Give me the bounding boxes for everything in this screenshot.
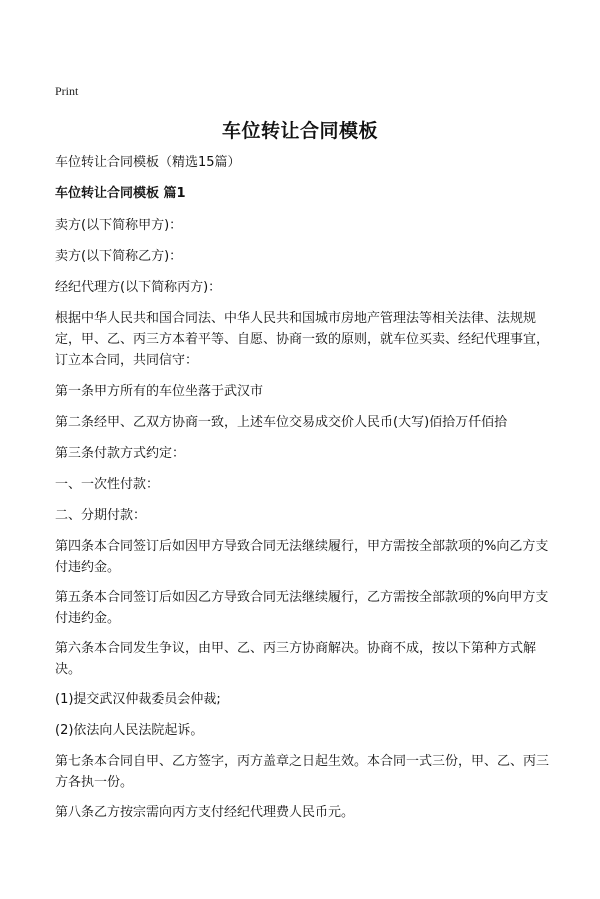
article-5: 第五条本合同签订后如因乙方导致合同无法继续履行，乙方需按全部款项的%向甲方支付违约金。 xyxy=(55,590,549,626)
dispute-option-1: (1)提交武汉仲裁委员会仲裁; xyxy=(55,692,221,707)
dispute-option-2: (2)依法向人民法院起诉。 xyxy=(55,723,204,738)
article-3: 第三条付款方式约定： xyxy=(55,446,186,461)
article-7: 第七条本合同自甲、乙方签字，丙方盖章之日起生效。本合同一式三份，甲、乙、丙三方各执一份。 xyxy=(55,754,550,790)
print-link[interactable]: Print xyxy=(55,84,79,98)
article-1: 第一条甲方所有的车位坐落于武汉市 xyxy=(55,384,264,399)
document-title: 车位转让合同模板 xyxy=(221,120,378,142)
payment-option-2: 二、分期付款： xyxy=(55,508,147,523)
party-seller-a: 卖方(以下简称甲方)： xyxy=(55,218,183,233)
article-2: 第二条经甲、乙双方协商一致，上述车位交易成交价人民币(大写)佰拾万仟佰拾 xyxy=(55,415,508,430)
document-body xyxy=(55,152,550,833)
subtitle: 车位转让合同模板（精选15篇） xyxy=(55,155,241,170)
section-heading: 车位转让合同模板 篇1 xyxy=(55,186,186,201)
article-6: 第六条本合同发生争议，由甲、乙、丙三方协商解决。协商不成，按以下第种方式解决。 xyxy=(55,641,537,677)
preamble-paragraph: 根据中华人民共和国合同法、中华人民共和国城市房地产管理法等相关法律、法规规定，甲、乙、丙三方本着平等、自愿、协商一致的原则，就车位买卖、经纪代理事宜，订立本合同，共同信守： xyxy=(55,311,550,368)
payment-option-1: 一、一次性付款： xyxy=(55,477,160,492)
article-4: 第四条本合同签订后如因甲方导致合同无法继续履行，甲方需按全部款项的%向乙方支付违约金。 xyxy=(55,539,549,575)
party-agent: 经纪代理方(以下简称丙方)： xyxy=(55,280,222,295)
article-8: 第八条乙方按宗需向丙方支付经纪代理费人民币元。 xyxy=(55,805,355,820)
party-seller-b: 卖方(以下简称乙方)： xyxy=(55,249,183,264)
